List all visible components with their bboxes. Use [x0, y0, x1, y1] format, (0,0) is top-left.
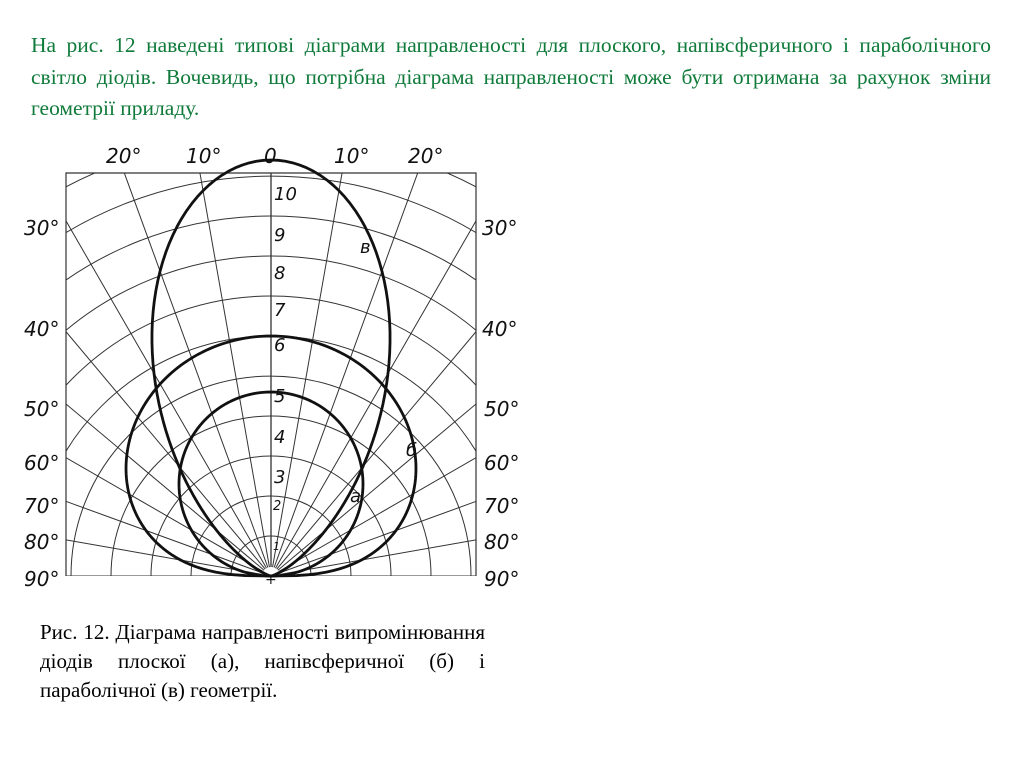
- polar-grid: [14, 138, 534, 585]
- radial-label: 4: [274, 427, 286, 448]
- figure-caption: Рис. 12. Діаграма направленості випромінювання діодів плоскої (а), напівсферичної (б) і параболічної (в) геометрії.: [40, 620, 485, 702]
- radial-label: 7: [274, 300, 286, 321]
- right-angle-label: 40°: [482, 317, 518, 341]
- left-angle-label: 60°: [24, 451, 60, 475]
- right-angle-label: 60°: [484, 451, 520, 475]
- curve-label-b: б: [406, 440, 418, 461]
- directivity-diagram-figure: [14, 138, 534, 590]
- right-angle-label: 70°: [484, 494, 520, 518]
- curve-label-a: a: [350, 486, 362, 507]
- left-angle-label: 80°: [24, 530, 60, 554]
- top-angle-label: 20°: [106, 144, 142, 168]
- left-angle-label: 50°: [24, 397, 60, 421]
- right-angle-label: 30°: [482, 216, 518, 240]
- right-angle-label: 50°: [484, 397, 520, 421]
- left-angle-label: 30°: [24, 216, 60, 240]
- curve-label-c: в: [360, 237, 371, 258]
- left-angle-label: 90°: [24, 567, 60, 590]
- radial-label: 1: [273, 540, 280, 553]
- radial-label: 6: [274, 335, 286, 356]
- figure-labels: [24, 144, 519, 590]
- radial-label: 2: [273, 499, 282, 514]
- radial-label: 3: [274, 467, 286, 488]
- right-angle-label: 90°: [484, 567, 520, 590]
- top-angle-label: 20°: [408, 144, 444, 168]
- top-angle-label: 0: [264, 144, 277, 168]
- intro-lead: На рис. 12: [31, 33, 136, 57]
- left-angle-label: 70°: [24, 494, 60, 518]
- origin-mark: +: [265, 572, 277, 588]
- intro-paragraph: [31, 30, 991, 125]
- radial-label: 10: [274, 184, 297, 205]
- top-angle-label: 10°: [334, 144, 370, 168]
- radial-label: 9: [274, 225, 286, 246]
- right-angle-label: 80°: [484, 530, 520, 554]
- radial-label: 5: [274, 386, 286, 407]
- intro-text: наведені типові діаграми направленості для плоского, напівсферичного і параболічного світло діодів. Вочевидь, що потрібна діаграма направленості може бути отримана за рахунок зміни геометрії приладу.: [31, 33, 991, 120]
- radial-label: 8: [274, 263, 286, 284]
- top-angle-label: 10°: [186, 144, 222, 168]
- left-angle-label: 40°: [24, 317, 60, 341]
